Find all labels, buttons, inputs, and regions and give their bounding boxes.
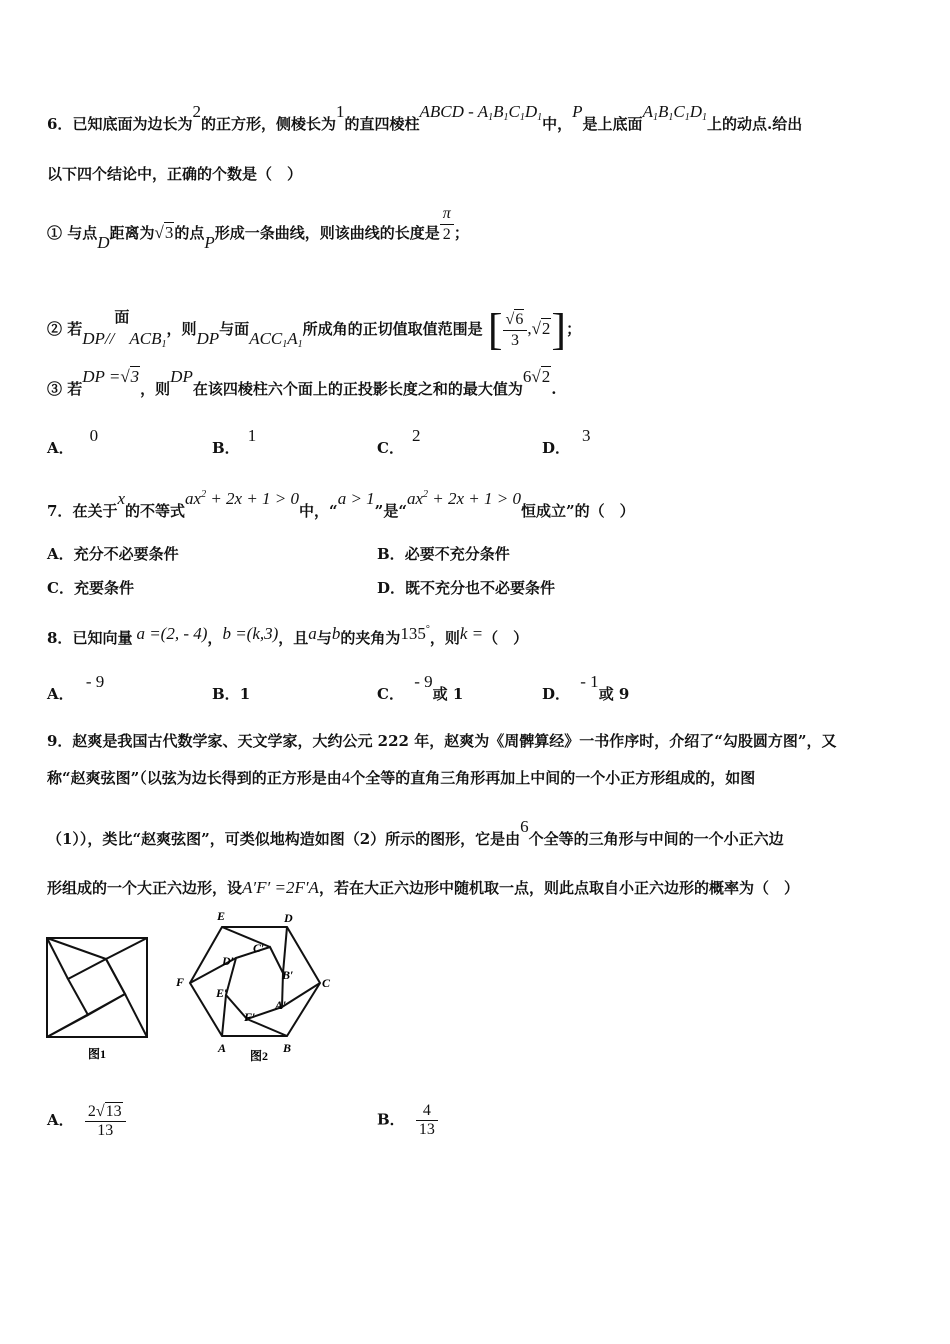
q6-upper-base: $A_1B_1C_1D_1$ <box>642 102 707 123</box>
option-suffix: 1 <box>239 685 251 703</box>
label-b: B <box>283 1041 292 1055</box>
q7-text: 恒成立”的（ ） <box>520 502 635 520</box>
option-label: D． <box>542 439 571 457</box>
q8-text: 已知向量 <box>72 629 133 647</box>
frac-num: π <box>440 204 454 225</box>
dp-2: DP <box>196 329 220 348</box>
s2-prefix: ② 若 <box>47 320 83 338</box>
ineq2-ax: ax <box>406 489 424 508</box>
figure-1-caption: 图1 <box>88 1047 107 1061</box>
s2-text: 面 <box>114 308 130 326</box>
q8-text: ，且 <box>278 629 309 647</box>
sqrt-3: 3 <box>164 223 174 242</box>
option-label: B． <box>212 685 240 703</box>
q6-stem-line1 <box>47 102 803 140</box>
figure-1-lines <box>47 938 147 1037</box>
q8-text: 与 <box>316 629 332 647</box>
q6-option-b[interactable] <box>212 426 257 458</box>
num-six: 6 <box>520 817 529 836</box>
s2-text: ，则 <box>166 320 197 338</box>
pi-over-2-fraction <box>440 204 454 245</box>
q8-number: 8． <box>47 629 73 647</box>
option-value: - 1 <box>576 672 599 691</box>
inequality-2 <box>407 489 521 508</box>
q6-text: 是上底面 <box>582 115 643 133</box>
inequality-1 <box>185 489 299 508</box>
point-d: D <box>97 233 110 252</box>
q6-statement-1: ① 与点D距离为√3的点P形成一条曲线，则该曲线的长度是 $\frac{\pi}{2}$ ； <box>47 204 469 252</box>
spoke-d <box>283 927 287 973</box>
figure-1-zhao-shuang-diagram <box>40 930 160 1065</box>
label-f: F <box>176 975 185 989</box>
option-label: A． <box>47 545 74 563</box>
inner-square <box>68 959 125 1015</box>
option-label: C． <box>47 579 74 597</box>
spoke-c <box>282 983 320 1007</box>
q7-text: 是 <box>383 502 399 520</box>
q7-option-c[interactable] <box>47 577 134 598</box>
condition-a-gt-1: a > 1 <box>337 489 375 508</box>
q6-prism-name: ABCD - $A_1B_1C_1D_1$ <box>419 102 543 123</box>
label-c: C <box>322 976 331 990</box>
parallel-sign: // <box>104 329 115 348</box>
ineq2-rest: + 2x + 1 > 0 <box>428 489 521 508</box>
triangle-lines-b <box>125 994 147 1037</box>
s3-prefix: ③ 若 <box>47 380 83 398</box>
q9-stem-line3 <box>47 817 784 849</box>
s1-end: ； <box>453 224 469 242</box>
s2-text: 所成角的正切值取值范围是 <box>302 320 483 338</box>
outer-square <box>47 938 147 1037</box>
label-a: A <box>218 1041 227 1055</box>
q9-stem-line2 <box>47 768 755 788</box>
sqrt13: 13 <box>105 1103 122 1120</box>
var-x: x <box>117 489 125 508</box>
q7-option-b[interactable] <box>377 543 510 564</box>
angle-135 <box>400 624 430 643</box>
q6-point-p: P <box>572 102 583 121</box>
q6-text: 的正方形，侧棱长为 <box>200 115 336 133</box>
triangle-lines-c <box>106 938 147 959</box>
option-text: 既不充分也不必要条件 <box>405 579 556 597</box>
option-label: C． <box>377 439 404 457</box>
option-label: B． <box>212 439 240 457</box>
ineq2-exp: 2 <box>423 489 429 500</box>
q8-option-c[interactable] <box>377 672 464 704</box>
figure-2-hexagon-diagram <box>170 905 350 1070</box>
option-label: B． <box>377 545 405 563</box>
dp-parallel <box>82 329 114 348</box>
s2-end: ； <box>566 320 582 338</box>
spoke-a <box>222 995 226 1036</box>
label-e: E <box>217 909 226 923</box>
q6-option-d[interactable] <box>542 426 591 458</box>
q9-stem-line4 <box>47 878 799 898</box>
q9-option-a[interactable] <box>47 1102 126 1140</box>
degree-sign: ° <box>425 624 430 635</box>
q8-comma: ， <box>207 629 223 647</box>
q7-option-d[interactable] <box>377 577 555 598</box>
label-d-prime: D′ <box>222 954 235 968</box>
q6-edge-length: 1 <box>335 102 345 121</box>
q7-stem <box>47 489 635 521</box>
option-text: 充分不必要条件 <box>73 545 179 563</box>
q6-text: 已知底面为边长为 <box>72 115 193 133</box>
k-eq: k = <box>459 624 484 643</box>
dp: DP <box>82 329 105 348</box>
ratio-equation: A′F′ =2F′A <box>242 878 319 897</box>
option-label: B． <box>377 1110 405 1129</box>
q6-text: 的直四棱柱 <box>344 115 420 133</box>
frac-den: 2 <box>442 225 451 243</box>
option-text: 充要条件 <box>73 579 134 597</box>
q9-text: 称“赵爽弦图”（以弦为边长得到的正方形是由 <box>47 769 342 787</box>
quote-open-2: “ <box>398 502 407 520</box>
sqrt2-b: 2 <box>541 367 551 386</box>
option-b-fraction <box>416 1102 438 1139</box>
sqrt3: 3 <box>130 367 140 386</box>
s1-text: 的点 <box>174 224 205 242</box>
label-d: D <box>284 911 293 925</box>
q9-text: ，若在大正六边形中随机取一点，则此点取自小正六边形的概率为（ ） <box>318 879 799 897</box>
q6-statement-3 <box>47 367 557 399</box>
interval-right-bracket: ] <box>551 305 567 354</box>
s3-text: 在该四棱柱六个面上的正投影长度之和的最大值为 <box>192 380 523 398</box>
option-value: - 9 <box>409 672 433 691</box>
var-b: b <box>331 624 341 643</box>
var-a: a <box>308 624 317 643</box>
s1-text: 形成一条曲线，则该曲线的长度是 <box>214 224 440 242</box>
q6-text: 上的动点.给出 <box>706 115 803 133</box>
q6-number: 6． <box>47 115 73 133</box>
option-label: D． <box>542 685 571 703</box>
label-c-prime: C′ <box>253 941 265 955</box>
q8-text: 的夹角为 <box>340 629 401 647</box>
q8-option-d[interactable] <box>542 672 630 704</box>
option-text: 必要不充分条件 <box>404 545 510 563</box>
six: 6 <box>522 367 532 386</box>
option-label: A． <box>47 439 74 457</box>
q6-side-length: 2 <box>192 102 201 121</box>
label-a-prime: A′ <box>275 998 287 1012</box>
q9-text: 个全等的直角三角形再加上中间的一个小正方形组成的，如图 <box>350 769 756 787</box>
quote-close: ” <box>374 502 384 520</box>
sqrt6: 6 <box>515 311 524 328</box>
q6-text: 中， <box>542 115 573 133</box>
q9-text: （1）），类比“赵爽弦图”，可类似地构造如图（2）所示的图形，它是由 <box>47 830 521 848</box>
q7-text: 的不等式 <box>125 502 186 520</box>
q8-text: ，则 <box>429 629 460 647</box>
q9-option-b[interactable] <box>377 1102 438 1139</box>
den: 13 <box>97 1122 114 1139</box>
plane-acc: ACC <box>249 329 283 348</box>
vector-a: a =(2, - 4) <box>136 624 208 643</box>
point-p: P <box>204 233 215 252</box>
interval-left-bracket: [ <box>487 305 503 354</box>
q6-stem-line2: 以下四个结论中，正确的个数是（ ） <box>47 165 303 183</box>
sqrt6-over-3: $\frac{√6}{3}$ <box>503 309 528 351</box>
s2-text: 与面 <box>219 320 250 338</box>
q8-option-a[interactable] <box>47 672 105 704</box>
q7-option-a[interactable] <box>47 543 179 564</box>
q8-option-b[interactable] <box>212 683 250 704</box>
option-suffix: 或 9 <box>598 685 630 703</box>
ineq-exp: 2 <box>201 489 207 500</box>
q7-text: 在关于 <box>72 502 118 520</box>
option-value: 3 <box>582 426 591 445</box>
q8-stem <box>47 624 528 648</box>
den-3: 3 <box>510 332 519 349</box>
option-value: 0 <box>89 426 99 445</box>
six-sqrt2: 6√2 <box>522 367 551 386</box>
figure-2-caption: 图2 <box>250 1049 269 1063</box>
label-b-prime: B′ <box>282 968 294 982</box>
dp-3: DP <box>170 367 193 386</box>
num-four: 4 <box>341 768 351 787</box>
option-label: A． <box>47 1111 74 1129</box>
s3-text: ，则 <box>140 380 171 398</box>
plane-acc1a1: $ACC_1A_1$ <box>249 329 303 350</box>
dp-eq-sqrt3: DP =√3 <box>82 367 140 386</box>
coef: 2 <box>87 1103 96 1120</box>
s1-text: 距离为 <box>109 224 155 242</box>
s3-end: . <box>551 380 557 398</box>
q6-option-c[interactable] <box>377 426 421 458</box>
vector-b: b =(k,3) <box>222 624 279 643</box>
option-value: 2 <box>411 426 421 445</box>
q6-statement-2: ② 若DP//面$ACB_1$，则DP与面$ACC_1A_1$所成角的正切值取值范围是 [ $\frac{√6}{3}$ ,√2]； <box>47 305 582 354</box>
num: 4 <box>416 1102 438 1121</box>
ineq-rest: + 2x + 1 > 0 <box>206 489 300 508</box>
plane-acb1: $ACB_1$ <box>129 329 167 350</box>
option-value: 1 <box>247 426 257 445</box>
ineq-ax: ax <box>185 489 202 508</box>
plane-acb: ACB <box>129 329 162 348</box>
q7-number: 7． <box>47 502 73 520</box>
figure-2-vertex-labels <box>175 909 331 1055</box>
option-label: C． <box>377 685 404 703</box>
dp-eq: DP = <box>82 367 121 386</box>
option-label: A． <box>47 685 74 703</box>
option-a-fraction: $\frac{2√13}{13}$ <box>85 1102 126 1140</box>
q9-stem-line1: 9．赵爽是我国古代数学家、天文学家，大约公元 222 年，赵爽为《周髀算经》一书作序时，介绍了“勾股圆方图”，又 <box>47 732 837 750</box>
triangle-line-e <box>47 1015 88 1037</box>
s1-prefix: ① 与点 <box>47 224 98 242</box>
label-e-prime: E′ <box>216 986 228 1000</box>
label-f-prime: F′ <box>244 1010 256 1024</box>
quote-open: “ <box>329 502 338 520</box>
q9-text: 个全等的三角形与中间的一个小正六边 <box>528 830 784 848</box>
sqrt2: 2 <box>541 319 551 338</box>
option-value: - 9 <box>81 672 105 691</box>
option-label: D． <box>377 579 406 597</box>
option-suffix: 或 1 <box>432 685 464 703</box>
q9-text: 形组成的一个大正六边形，设 <box>47 879 243 897</box>
angle-value: 135 <box>400 624 426 643</box>
q6-prism-abcd: ABCD - <box>419 102 478 121</box>
den: 13 <box>418 1121 435 1138</box>
q8-text: （ ） <box>483 629 529 647</box>
triangle-lines-a <box>47 938 125 1037</box>
q6-option-a[interactable] <box>47 426 99 458</box>
q7-text: 中， <box>299 502 330 520</box>
